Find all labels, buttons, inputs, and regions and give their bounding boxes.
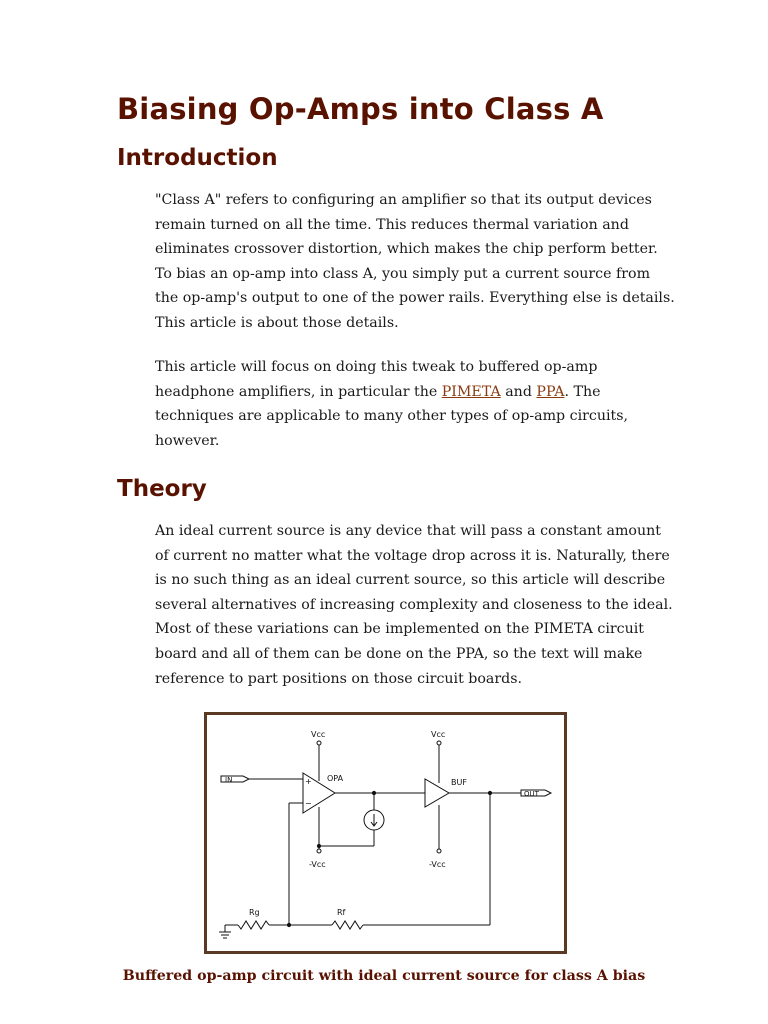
nvcc-label-opa: -Vcc [309,860,326,869]
nvcc-terminal-buf [437,849,441,853]
opa-label: OPA [327,774,344,783]
ppa-link[interactable]: PPA [536,383,565,400]
rg-label: Rg [249,908,260,917]
rf-label: Rf [337,908,346,917]
vcc-terminal-opa [317,741,321,745]
intro-paragraph-2-text-c: . The techniques are applicable to many other types of op-amp circuits, however. [155,383,629,449]
pimeta-link[interactable]: PIMETA [441,383,501,400]
vcc-terminal-buf [437,741,441,745]
buf-label: BUF [451,778,467,787]
minus-label: − [305,799,312,808]
theory-paragraph-1: An ideal current source is any device that will pass a constant amount of current no matter what the voltage drop across it is. Naturally, there is no such thing as an ideal current source, so this article will describe several alternatives of increasing complexity and closeness to the ideal. Most of these variations can be implemented on the PIMETA circuit board and all of them can be done on the PPA, so the text will make reference to part positions on those circuit boards. [155,523,673,687]
vcc-label-buf: Vcc [431,730,446,739]
buf-triangle [425,779,449,807]
figure-caption: Buffered op-amp circuit with ideal current source for class A bias [122,968,646,984]
intro-paragraph-2-text-b: and [500,383,537,400]
page-title: Biasing Op-Amps into Class A [117,92,604,126]
intro-paragraph-2 [155,355,675,453]
plus-label: + [305,777,312,786]
node-nvcc-rail [317,844,320,847]
circuit-diagram [207,715,564,951]
rg-resistor [238,921,269,929]
vcc-label-opa: Vcc [311,730,326,739]
out-label: OUT [524,790,539,798]
intro-paragraph-1: "Class A" refers to configuring an amplifier so that its output devices remain turned on all the time. This reduces thermal variation and eliminates crossover distortion, which makes the chip perform better. To bias an op-amp into class A, you simply put a current source from the op-amp's output to one of the power rails. Everything else is details. This article is about those details. [155,192,675,331]
section-heading-theory: Theory [117,476,207,502]
circuit-figure [204,712,567,954]
in-label: IN [225,776,233,784]
nvcc-terminal-opa [317,849,321,853]
section-heading-introduction: Introduction [117,145,278,171]
nvcc-label-buf: -Vcc [429,860,446,869]
rf-resistor [332,921,363,929]
intro-paragraph-2-text-a: This article will focus on doing this tweak to buffered op-amp headphone amplifiers, in particular the [155,359,598,400]
